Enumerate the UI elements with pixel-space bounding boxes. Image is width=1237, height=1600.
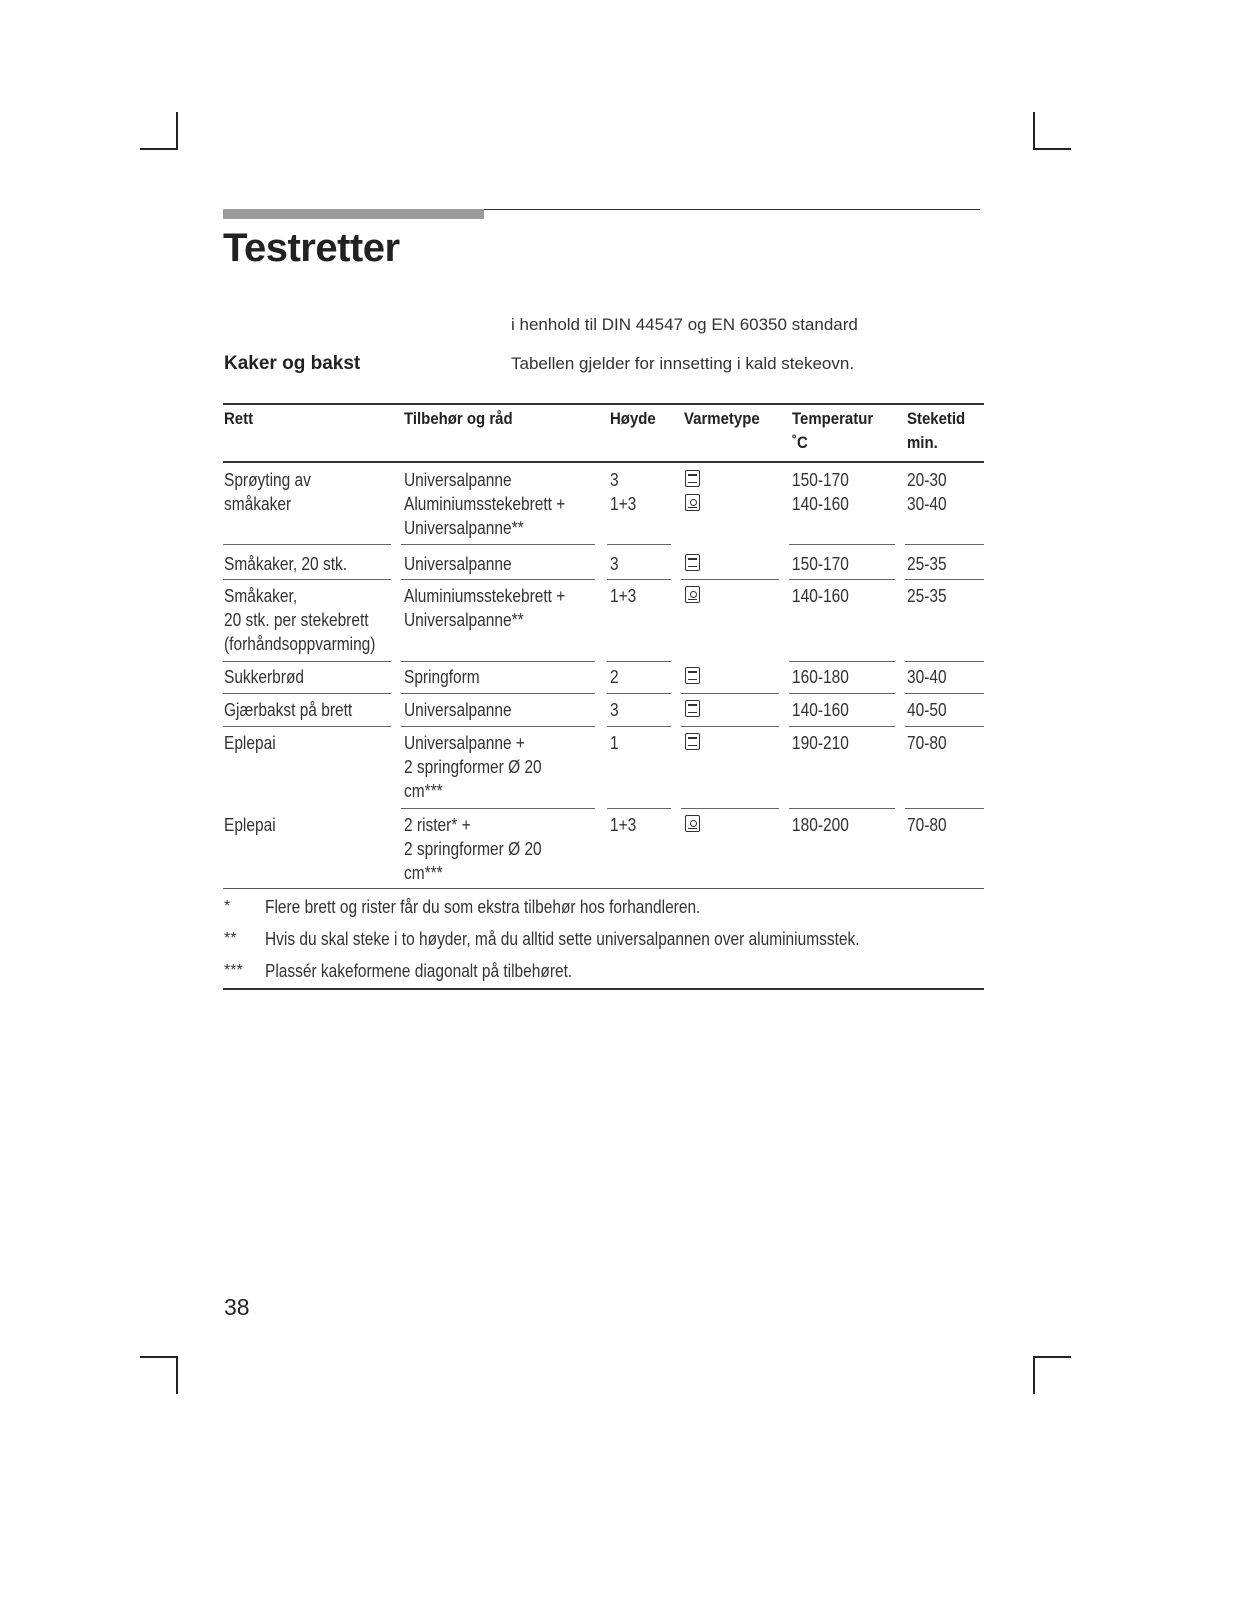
- header-accent-bar: [223, 209, 484, 219]
- cell-height: 3: [610, 700, 619, 720]
- cell-height: 1+3: [610, 815, 637, 835]
- row-divider: [223, 579, 391, 580]
- cell-height: 2: [610, 667, 619, 687]
- cell-baking-time: 70-80: [907, 733, 947, 753]
- row-divider: [789, 544, 895, 545]
- row-divider: [401, 544, 595, 545]
- page-number: 38: [224, 1294, 250, 1320]
- row-divider: [789, 726, 895, 727]
- row-divider: [401, 726, 595, 727]
- row-divider: [401, 808, 595, 809]
- hot-air-icon: [685, 815, 700, 832]
- cell-height: 1: [610, 733, 619, 753]
- cell-baking-time: 70-80: [907, 815, 947, 835]
- row-divider: [607, 808, 671, 809]
- row-divider: [681, 808, 779, 809]
- cell-accessory: Universalpanne + 2 springformer Ø 20 cm***: [404, 733, 542, 801]
- cell-temperature: 160-180: [792, 667, 849, 687]
- row-divider: [401, 579, 595, 580]
- cell-dish: Sukkerbrød: [224, 667, 305, 687]
- cell-temperature: 140-160: [792, 586, 849, 606]
- row-divider: [905, 726, 984, 727]
- column-header-baking-time: Steketid min.: [907, 409, 966, 452]
- cell-temperature: 190-210: [792, 733, 849, 753]
- row-divider: [223, 693, 391, 694]
- cell-baking-time: 25-35: [907, 586, 947, 606]
- page-title: Testretter: [223, 226, 400, 270]
- row-divider: [223, 661, 391, 662]
- row-divider: [607, 726, 671, 727]
- crop-mark-bottom-left-h: [140, 1356, 178, 1358]
- column-header-height: Høyde: [610, 409, 656, 428]
- crop-mark-top-left-v: [176, 112, 178, 150]
- crop-mark-top-left-h: [140, 148, 178, 150]
- footnote-mark: *: [224, 898, 231, 915]
- footnotes-end-rule: [223, 988, 984, 990]
- row-divider: [607, 693, 671, 694]
- top-bottom-heat-icon: [685, 554, 700, 571]
- cell-baking-time: 40-50: [907, 700, 947, 720]
- standard-note: i henhold til DIN 44547 og EN 60350 standard: [511, 315, 858, 334]
- footnote-text: Plassér kakeformene diagonalt på tilbehøret.: [265, 961, 573, 981]
- cell-temperature: 150-170: [792, 554, 849, 574]
- row-divider: [789, 693, 895, 694]
- cell-baking-time: 20-30 30-40: [907, 470, 947, 514]
- cell-dish: Småkaker, 20 stk.: [224, 554, 348, 574]
- cell-accessory: Aluminiumsstekebrett + Universalpanne**: [404, 586, 566, 630]
- row-divider: [681, 726, 779, 727]
- row-divider: [905, 579, 984, 580]
- row-divider: [789, 579, 895, 580]
- row-divider: [401, 693, 595, 694]
- cell-temperature: 150-170 140-160: [792, 470, 849, 514]
- row-divider: [607, 579, 671, 580]
- row-divider: [905, 661, 984, 662]
- row-divider: [401, 661, 595, 662]
- footnote-text: Flere brett og rister får du som ekstra tilbehør hos forhandleren.: [265, 897, 701, 917]
- row-divider: [681, 693, 779, 694]
- row-divider: [223, 726, 391, 727]
- table-note: Tabellen gjelder for innsetting i kald stekeovn.: [511, 354, 855, 373]
- row-divider: [223, 544, 391, 545]
- row-divider: [905, 693, 984, 694]
- table-header-rule: [223, 461, 984, 463]
- cell-accessory: Universalpanne: [404, 700, 512, 720]
- cell-dish: Eplepai: [224, 733, 276, 753]
- row-divider: [905, 808, 984, 809]
- cell-height: 3 1+3: [610, 470, 637, 514]
- crop-mark-bottom-right-h: [1033, 1356, 1071, 1358]
- footnote-text: Hvis du skal steke i to høyder, må du alltid sette universalpannen over aluminiumsstek.: [265, 929, 860, 949]
- crop-mark-top-right-h: [1033, 148, 1071, 150]
- hot-air-icon: [685, 586, 700, 603]
- cell-baking-time: 30-40: [907, 667, 947, 687]
- cell-accessory: Springform: [404, 667, 480, 687]
- table-bottom-rule: [223, 888, 984, 889]
- row-divider: [905, 544, 984, 545]
- row-divider: [681, 579, 779, 580]
- crop-mark-bottom-right-v: [1033, 1356, 1035, 1394]
- column-header-dish: Rett: [224, 409, 254, 428]
- row-divider: [789, 808, 895, 809]
- crop-mark-bottom-left-v: [176, 1356, 178, 1394]
- footnote-mark: ***: [224, 962, 243, 979]
- cell-accessory: 2 rister* + 2 springformer Ø 20 cm***: [404, 815, 542, 883]
- section-title: Kaker og bakst: [224, 353, 361, 374]
- cell-accessory: Universalpanne: [404, 554, 512, 574]
- row-divider: [607, 544, 671, 545]
- cell-temperature: 140-160: [792, 700, 849, 720]
- top-bottom-heat-icon: [685, 700, 700, 717]
- top-bottom-heat-icon: [685, 733, 700, 750]
- cell-baking-time: 25-35: [907, 554, 947, 574]
- cell-dish: Gjærbakst på brett: [224, 700, 353, 720]
- cell-dish: Sprøyting av småkaker: [224, 470, 311, 514]
- crop-mark-top-right-v: [1033, 112, 1035, 150]
- table-top-rule: [223, 403, 984, 405]
- cell-temperature: 180-200: [792, 815, 849, 835]
- top-bottom-heat-icon: [685, 470, 700, 487]
- column-header-accessory: Tilbehør og råd: [404, 409, 513, 428]
- cell-height: 3: [610, 554, 619, 574]
- cell-accessory: Universalpanne Aluminiumsstekebrett + Universalpanne**: [404, 470, 566, 538]
- cell-height: 1+3: [610, 586, 637, 606]
- column-header-temperature: Temperatur ˚C: [792, 409, 874, 452]
- footnote-mark: **: [224, 930, 237, 947]
- row-divider: [789, 661, 895, 662]
- column-header-heat-type: Varmetype: [684, 409, 760, 428]
- cell-dish: Eplepai: [224, 815, 276, 835]
- top-bottom-heat-icon: [685, 667, 700, 684]
- cell-dish: Småkaker, 20 stk. per stekebrett (forhåndsoppvarming): [224, 586, 376, 654]
- row-divider: [607, 661, 671, 662]
- hot-air-icon: [685, 494, 700, 511]
